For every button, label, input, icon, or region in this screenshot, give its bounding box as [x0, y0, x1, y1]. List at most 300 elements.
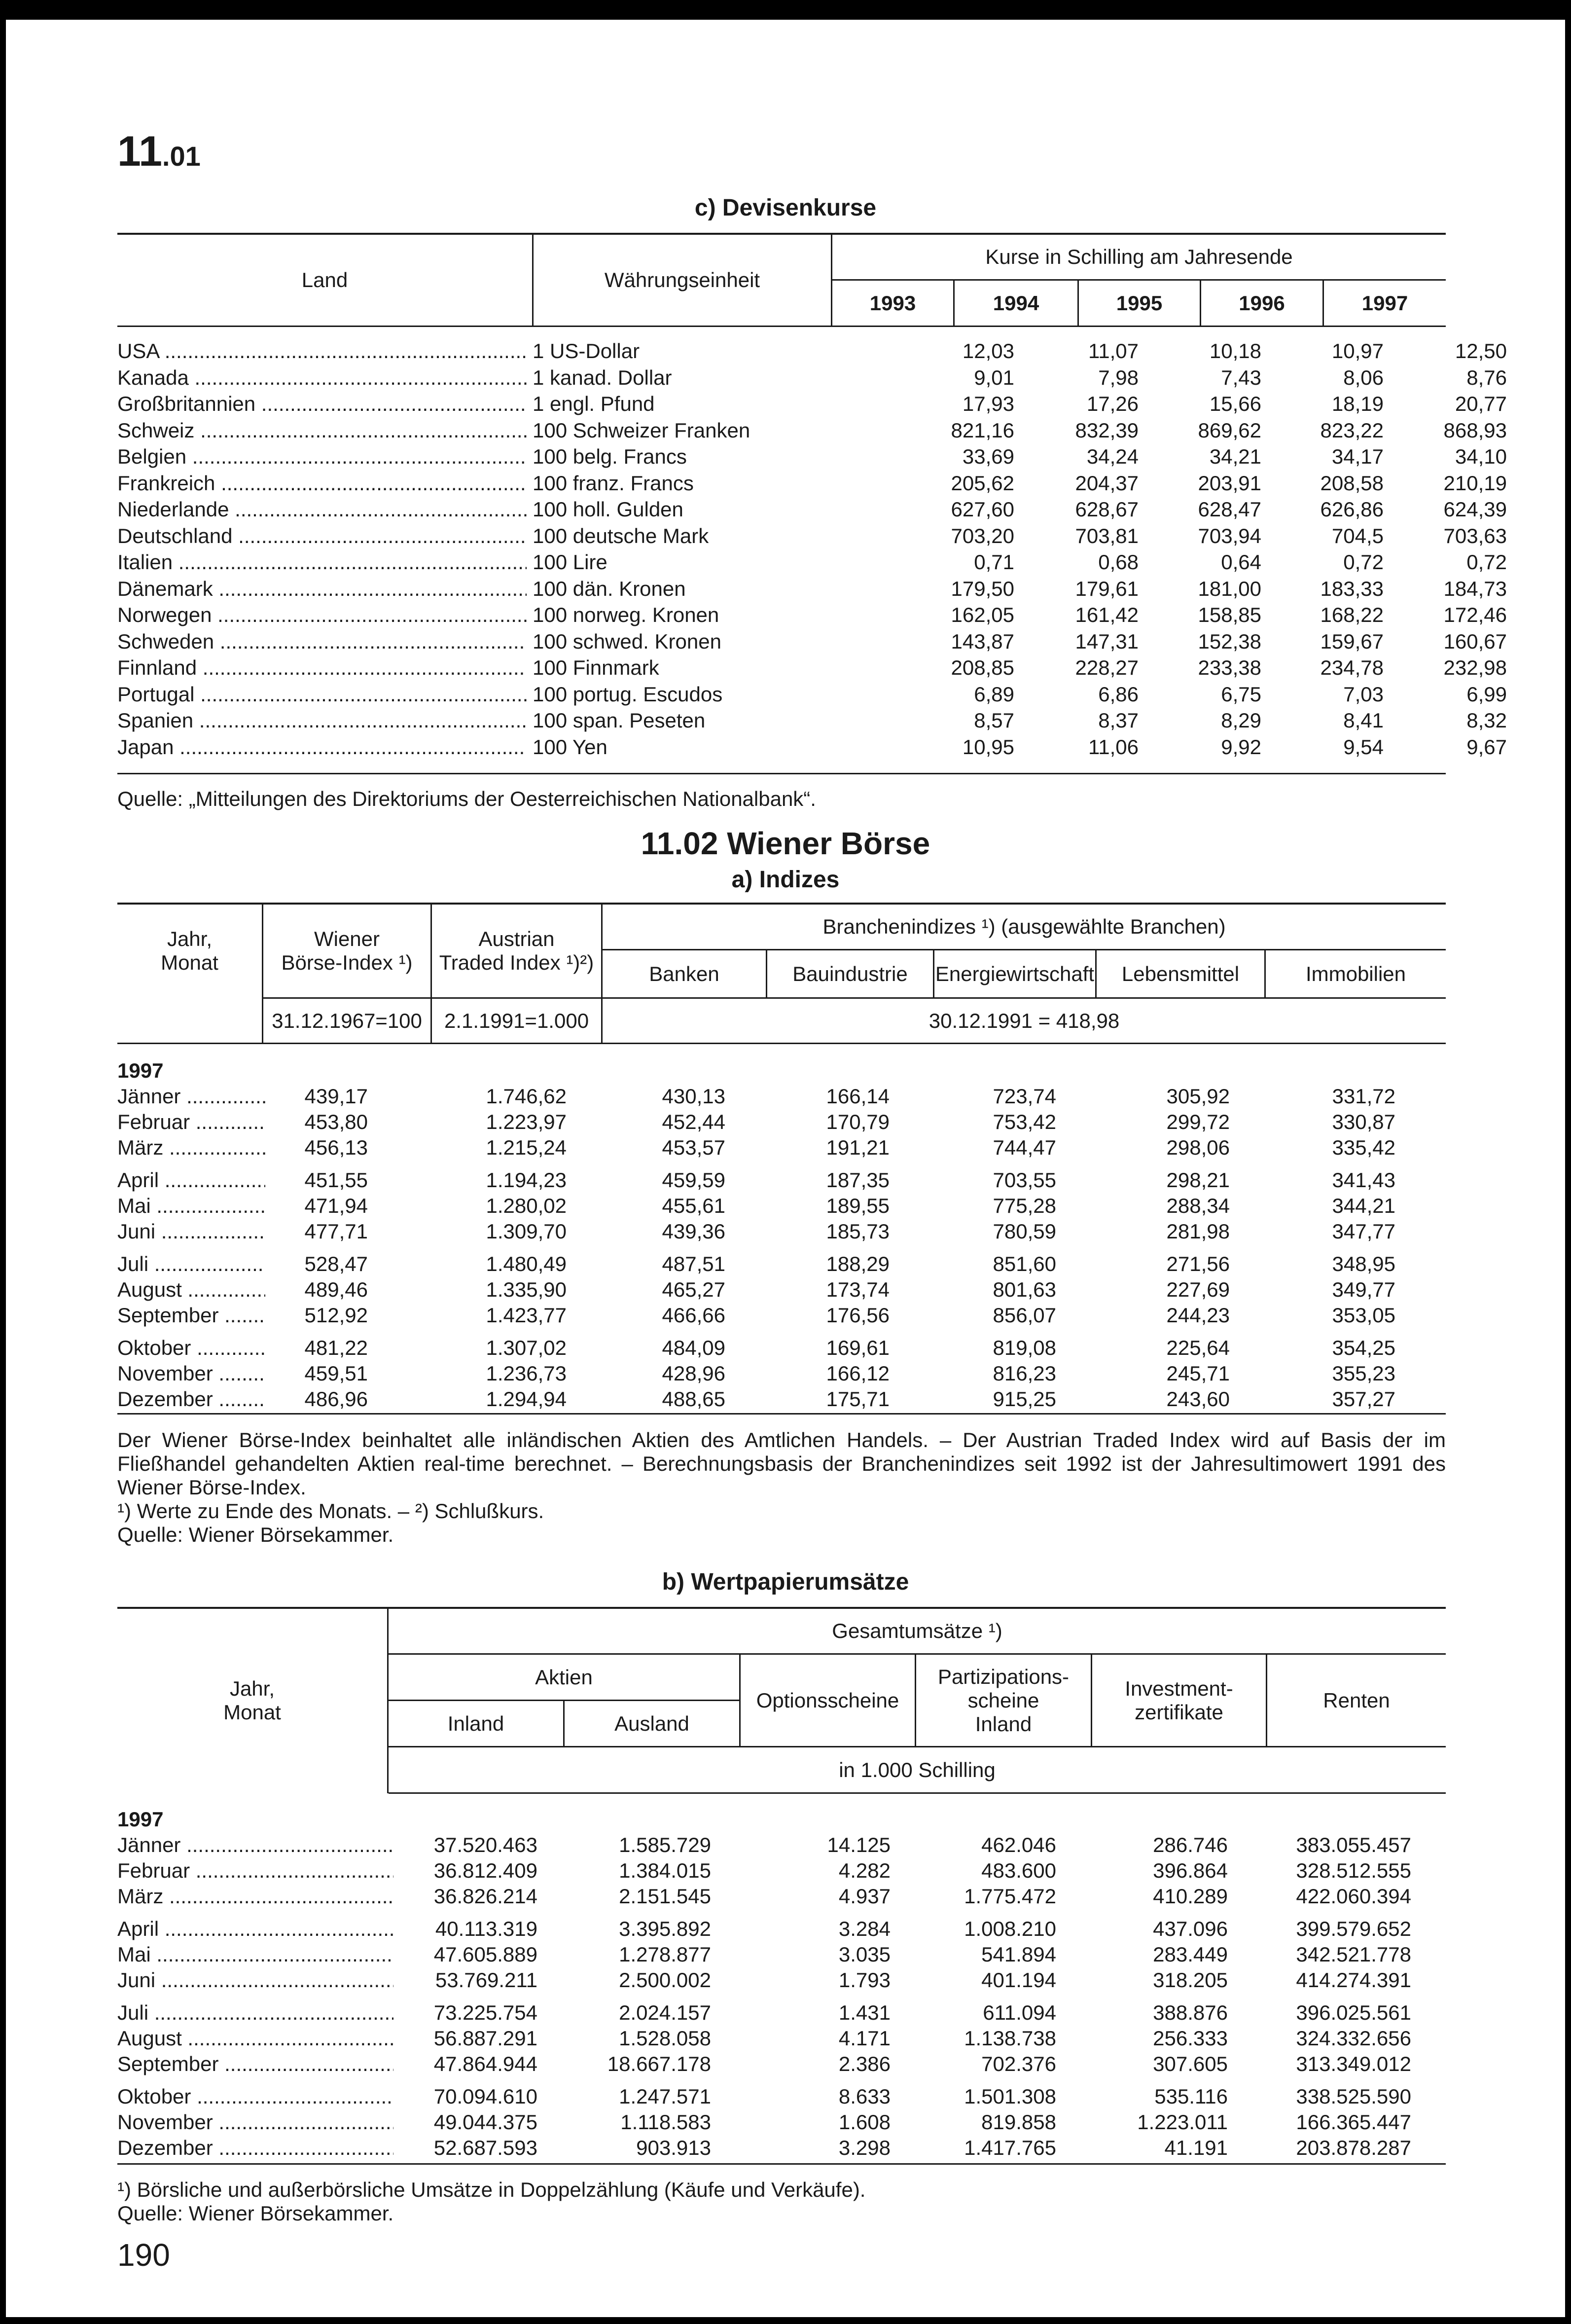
turnover-value: 37.520.463: [433, 1833, 537, 1856]
country-label: Portugal .....: [117, 681, 527, 708]
index-value: 471,94: [304, 1194, 368, 1217]
turnover-value: 256.333: [1153, 2027, 1228, 2050]
col-immobilien: Immobilien: [1305, 962, 1406, 985]
col-land: Land: [301, 268, 348, 291]
turnover-value: 203.878.287: [1296, 2136, 1411, 2159]
rate-value: 232,98: [1443, 656, 1507, 679]
index-value: 453,57: [662, 1136, 725, 1159]
rate-value: 233,38: [1198, 656, 1261, 679]
index-value: 341,43: [1332, 1168, 1395, 1192]
table-row: [117, 549, 1507, 576]
index-value: 512,92: [304, 1304, 368, 1327]
index-value: 856,07: [993, 1304, 1056, 1327]
country-label: USA .....: [117, 338, 527, 364]
month-label: Februar .....: [117, 1109, 265, 1135]
currency-unit: 100 span. Peseten: [533, 709, 706, 732]
index-value: 170,79: [826, 1110, 890, 1133]
rate-value: 168,22: [1320, 603, 1384, 626]
country-label: Schweden .....: [117, 628, 527, 655]
index-value: 166,14: [826, 1085, 890, 1108]
month-label: Mai .....: [117, 1193, 265, 1219]
index-value: 753,42: [993, 1110, 1056, 1133]
turnover-value: 3.298: [838, 2136, 891, 2159]
turnover-value: 73.225.754: [433, 2001, 537, 2024]
table-row: [117, 1083, 1446, 1110]
index-value: 1.194,23: [486, 1168, 567, 1192]
rate-value: 152,38: [1198, 629, 1261, 653]
turnover-value: 318.205: [1153, 1968, 1228, 1992]
rate-value: 8,32: [1466, 709, 1507, 732]
rate-value: 160,67: [1443, 629, 1507, 653]
table-row: [117, 1276, 1446, 1303]
rate-value: 9,01: [974, 365, 1014, 389]
turnover-value: 1.417.765: [964, 2136, 1056, 2159]
turnover-value: 2.386: [838, 2052, 891, 2075]
col-ausland: Ausland: [614, 1711, 689, 1735]
rate-value: 832,39: [1075, 418, 1139, 442]
col-gesamtumsaetze: Gesamtumsätze ¹): [832, 1619, 1002, 1642]
index-value: 175,71: [826, 1387, 890, 1411]
umsaetze-footnote: ¹) Börsliche und außerbörsliche Umsätze in Doppelzählung (Käufe und Verkäufe).: [117, 2178, 866, 2201]
table-row: [117, 707, 1507, 734]
col-year: 1996: [1239, 291, 1285, 315]
table-row: [117, 654, 1507, 681]
table-row: [117, 1857, 1446, 1884]
index-value: 430,13: [662, 1085, 725, 1108]
col-waehrung: Währungseinheit: [604, 268, 760, 291]
month-label: November .....: [117, 2109, 393, 2136]
currency-unit: 100 portug. Escudos: [533, 682, 723, 706]
col-jahr-monat: Jahr, Monat: [223, 1677, 281, 1724]
turnover-value: 541.894: [981, 1943, 1056, 1966]
currency-unit: 100 franz. Francs: [533, 471, 694, 495]
currency-unit: 100 deutsche Mark: [533, 524, 709, 547]
rate-value: 234,78: [1320, 656, 1384, 679]
rate-value: 143,87: [951, 629, 1014, 653]
rate-value: 8,37: [1098, 709, 1139, 732]
index-value: 451,55: [304, 1168, 368, 1192]
table-row: [117, 1967, 1446, 1994]
index-value: 819,08: [993, 1336, 1056, 1359]
basis-wbi: 31.12.1967=100: [272, 1009, 422, 1032]
country-label: Italien .....: [117, 549, 527, 576]
turnover-value: 307.605: [1153, 2052, 1228, 2075]
rate-value: 0,68: [1098, 550, 1139, 574]
table-row: [117, 443, 1507, 470]
index-value: 176,56: [826, 1304, 890, 1327]
country-label: Japan .....: [117, 734, 527, 761]
index-value: 489,46: [304, 1278, 368, 1301]
turnover-value: 14.125: [827, 1833, 891, 1856]
month-label: Mai .....: [117, 1941, 393, 1968]
currency-unit: 100 belg. Francs: [533, 445, 687, 468]
turnover-value: 414.274.391: [1296, 1968, 1411, 1992]
month-label: Jänner .....: [117, 1083, 265, 1110]
turnover-value: 611.094: [983, 2001, 1056, 2024]
index-value: 331,72: [1332, 1085, 1395, 1108]
month-label: Juli .....: [117, 1251, 265, 1277]
col-partizipationsscheine: Partizipations- scheine Inland: [937, 1665, 1070, 1736]
rate-value: 159,67: [1320, 629, 1384, 653]
rate-value: 703,81: [1075, 524, 1139, 547]
index-value: 335,42: [1332, 1136, 1395, 1159]
index-value: 455,61: [662, 1194, 725, 1217]
currency-unit: 100 schwed. Kronen: [533, 629, 721, 653]
col-renten: Renten: [1323, 1688, 1390, 1712]
index-value: 466,66: [662, 1304, 725, 1327]
index-value: 801,63: [993, 1278, 1056, 1301]
rate-value: 704,5: [1331, 524, 1384, 547]
index-value: 187,35: [826, 1168, 890, 1192]
index-value: 453,80: [304, 1110, 368, 1133]
index-value: 288,34: [1166, 1194, 1230, 1217]
turnover-value: 401.194: [981, 1968, 1056, 1992]
rate-value: 161,42: [1075, 603, 1139, 626]
umsaetze-title: b) Wertpapierumsätze: [662, 1569, 909, 1595]
index-value: 775,28: [993, 1194, 1056, 1217]
turnover-value: 286.746: [1153, 1833, 1228, 1856]
index-value: 1.215,24: [486, 1136, 567, 1159]
turnover-value: 166.365.447: [1296, 2110, 1411, 2134]
year-label: 1997: [117, 1808, 164, 1831]
devisen-source: Quelle: „Mitteilungen des Direktoriums der Oesterreichischen Nationalbank“.: [117, 787, 816, 810]
rate-value: 0,72: [1343, 550, 1384, 574]
index-value: 1.746,62: [486, 1085, 567, 1108]
index-value: 188,29: [826, 1252, 890, 1275]
index-value: 357,27: [1332, 1387, 1395, 1411]
turnover-value: 483.600: [981, 1859, 1056, 1882]
turnover-value: 1.278.877: [619, 1943, 711, 1966]
rate-value: 34,21: [1209, 445, 1261, 468]
turnover-value: 283.449: [1153, 1943, 1228, 1966]
index-value: 298,06: [1166, 1136, 1230, 1159]
umsaetze-source: Quelle: Wiener Börsekammer.: [117, 2202, 394, 2225]
index-value: 459,59: [662, 1168, 725, 1192]
rate-value: 6,99: [1466, 682, 1507, 706]
index-value: 189,55: [826, 1194, 890, 1217]
rate-value: 8,57: [974, 709, 1014, 732]
index-value: 915,25: [993, 1387, 1056, 1411]
rate-value: 17,93: [962, 392, 1014, 415]
index-value: 1.335,90: [486, 1278, 567, 1301]
turnover-value: 410.289: [1153, 1885, 1228, 1908]
country-label: Schweiz .....: [117, 417, 527, 444]
rate-value: 205,62: [951, 471, 1014, 495]
table-row: [117, 1832, 1446, 1858]
table-row: [117, 1360, 1446, 1387]
currency-unit: 1 US-Dollar: [533, 339, 640, 363]
index-value: 281,98: [1166, 1220, 1230, 1243]
rate-value: 179,61: [1075, 577, 1139, 600]
rate-value: 628,47: [1198, 498, 1261, 521]
index-value: 244,23: [1166, 1304, 1230, 1327]
turnover-value: 1.608: [838, 2110, 891, 2134]
table-row: [117, 417, 1507, 444]
turnover-value: 47.605.889: [433, 1943, 537, 1966]
index-value: 169,61: [826, 1336, 890, 1359]
country-label: Deutschland .....: [117, 523, 527, 549]
turnover-value: 388.876: [1153, 2001, 1228, 2024]
turnover-value: 53.769.211: [435, 1968, 537, 1992]
index-value: 488,65: [662, 1387, 725, 1411]
chapter-number: 11.01: [117, 128, 201, 175]
document-page: [6, 20, 1565, 2317]
rate-value: 210,19: [1443, 471, 1507, 495]
rate-value: 20,77: [1455, 392, 1507, 415]
rate-value: 147,31: [1075, 629, 1139, 653]
currency-unit: 100 Schweizer Franken: [533, 418, 750, 442]
table-row: [117, 523, 1507, 549]
turnover-value: 535.116: [1154, 2085, 1228, 2108]
index-value: 1.480,49: [486, 1252, 567, 1275]
turnover-value: 49.044.375: [433, 2110, 537, 2134]
month-label: Februar .....: [117, 1857, 393, 1884]
turnover-value: 4.937: [838, 1885, 891, 1908]
rate-value: 6,86: [1098, 682, 1139, 706]
turnover-value: 1.008.210: [964, 1917, 1056, 1940]
currency-unit: 100 norweg. Kronen: [533, 603, 719, 626]
currency-unit: 100 dän. Kronen: [533, 577, 686, 600]
turnover-value: 396.025.561: [1296, 2001, 1411, 2024]
turnover-value: 1.501.308: [964, 2085, 1056, 2108]
rate-value: 869,62: [1198, 418, 1261, 442]
turnover-value: 396.864: [1153, 1859, 1228, 1882]
index-value: 723,74: [993, 1085, 1056, 1108]
index-value: 243,60: [1166, 1387, 1230, 1411]
rate-value: 33,69: [962, 445, 1014, 468]
country-label: Großbritannien .....: [117, 391, 527, 417]
turnover-value: 36.812.409: [433, 1859, 537, 1882]
turnover-value: 1.138.738: [964, 2027, 1056, 2050]
col-bauindustrie: Bauindustrie: [792, 962, 908, 985]
rate-value: 208,85: [951, 656, 1014, 679]
index-value: 1.423,77: [486, 1304, 567, 1327]
col-year: 1993: [869, 291, 916, 315]
table-row: [117, 1134, 1446, 1161]
table-row: [117, 1335, 1446, 1361]
rate-value: 8,41: [1343, 709, 1384, 732]
boerse-title: 11.02 Wiener Börse: [641, 826, 930, 861]
turnover-value: 1.585.729: [619, 1833, 711, 1856]
col-wiener-boerse-index: Wiener Börse-Index ¹): [281, 927, 413, 974]
table-row: [117, 1941, 1446, 1968]
index-value: 299,72: [1166, 1110, 1230, 1133]
country-label: Kanada .....: [117, 364, 527, 391]
turnover-value: 324.332.656: [1296, 2027, 1411, 2050]
turnover-value: 36.826.214: [433, 1885, 537, 1908]
table-row: [117, 1251, 1446, 1277]
col-inland: Inland: [447, 1711, 504, 1735]
turnover-value: 313.349.012: [1296, 2052, 1411, 2075]
table-row: [117, 2109, 1446, 2136]
rate-value: 11,07: [1088, 339, 1139, 363]
rate-value: 9,92: [1221, 735, 1261, 759]
month-label: Dezember .....: [117, 2135, 393, 2161]
rate-value: 868,93: [1443, 418, 1507, 442]
turnover-value: 903.913: [636, 2136, 711, 2159]
turnover-value: 462.046: [981, 1833, 1056, 1856]
rate-value: 15,66: [1209, 392, 1261, 415]
rate-value: 181,00: [1198, 577, 1261, 600]
year-label: 1997: [117, 1059, 164, 1082]
turnover-value: 422.060.394: [1296, 1885, 1411, 1908]
rate-value: 208,58: [1320, 471, 1384, 495]
col-aktien: Aktien: [535, 1665, 593, 1689]
turnover-value: 328.512.555: [1296, 1859, 1411, 1882]
month-label: Oktober .....: [117, 1335, 265, 1361]
month-label: Juni .....: [117, 1218, 265, 1245]
country-label: Finnland .....: [117, 654, 527, 681]
rate-value: 821,16: [951, 418, 1014, 442]
currency-unit: 1 engl. Pfund: [533, 392, 655, 415]
table-row: [117, 2083, 1446, 2110]
index-value: 465,27: [662, 1278, 725, 1301]
index-value: 166,12: [826, 1362, 890, 1385]
table-row: [117, 1386, 1446, 1413]
table-row: [117, 1109, 1446, 1135]
index-value: 1.236,73: [486, 1362, 567, 1385]
turnover-value: 52.687.593: [433, 2136, 537, 2159]
index-value: 245,71: [1166, 1362, 1230, 1385]
turnover-value: 4.171: [838, 2027, 891, 2050]
rate-value: 228,27: [1075, 656, 1139, 679]
turnover-value: 1.118.583: [620, 2110, 711, 2134]
month-label: April .....: [117, 1167, 265, 1194]
rate-value: 823,22: [1320, 418, 1384, 442]
rate-value: 10,18: [1209, 339, 1261, 363]
col-energiewirtschaft: Energiewirtschaft: [935, 962, 1095, 985]
table-row: [117, 338, 1507, 364]
currency-unit: 100 holl. Gulden: [533, 498, 683, 521]
rate-value: 10,97: [1331, 339, 1384, 363]
rate-value: 11,06: [1088, 735, 1139, 759]
index-value: 439,36: [662, 1220, 725, 1243]
turnover-value: 338.525.590: [1296, 2085, 1411, 2108]
col-investmentzertifikate: Investment- zertifikate: [1125, 1676, 1233, 1724]
rate-value: 7,98: [1098, 365, 1139, 389]
rate-value: 17,26: [1086, 392, 1139, 415]
table-row: [117, 628, 1507, 655]
turnover-value: 2.151.545: [619, 1885, 711, 1908]
turnover-value: 383.055.457: [1296, 1833, 1411, 1856]
index-value: 816,23: [993, 1362, 1056, 1385]
rate-value: 7,43: [1221, 365, 1261, 389]
turnover-value: 3.284: [838, 1917, 891, 1940]
turnover-value: 399.579.652: [1296, 1917, 1411, 1940]
index-value: 1.307,02: [486, 1336, 567, 1359]
rate-value: 34,24: [1086, 445, 1139, 468]
rate-value: 9,67: [1466, 735, 1507, 759]
currency-unit: 100 Finnmark: [533, 656, 659, 679]
table-row: [117, 1999, 1446, 2026]
rate-value: 7,03: [1343, 682, 1384, 706]
rate-value: 8,76: [1466, 365, 1507, 389]
month-label: August .....: [117, 1276, 265, 1303]
index-value: 349,77: [1332, 1278, 1395, 1301]
index-value: 477,71: [304, 1220, 368, 1243]
currency-unit: 100 Yen: [533, 735, 607, 759]
col-branchenindizes: Branchenindizes ¹) (ausgewählte Branchen): [822, 915, 1226, 938]
country-label: Niederlande .....: [117, 496, 527, 523]
rate-value: 626,86: [1320, 498, 1384, 521]
month-label: April .....: [117, 1916, 393, 1942]
boerse-footnote: ¹) Werte zu Ende des Monats. – ²) Schlußkurs.: [117, 1499, 544, 1523]
index-value: 487,51: [662, 1252, 725, 1275]
month-label: Dezember .....: [117, 1386, 265, 1413]
index-value: 354,25: [1332, 1336, 1395, 1359]
boerse-source: Quelle: Wiener Börsekammer.: [117, 1523, 394, 1546]
index-value: 456,13: [304, 1136, 368, 1159]
index-value: 486,96: [304, 1387, 368, 1411]
table-row: [117, 364, 1507, 391]
rate-value: 12,03: [962, 339, 1014, 363]
turnover-value: 18.667.178: [607, 2052, 711, 2075]
index-value: 428,96: [662, 1362, 725, 1385]
rate-value: 6,89: [974, 682, 1014, 706]
rate-value: 0,71: [974, 550, 1014, 574]
month-label: September .....: [117, 2051, 393, 2077]
rate-value: 624,39: [1443, 498, 1507, 521]
currency-unit: 1 kanad. Dollar: [533, 365, 672, 389]
index-value: 744,47: [993, 1136, 1056, 1159]
index-value: 305,92: [1166, 1085, 1230, 1108]
turnover-value: 70.094.610: [433, 2085, 537, 2108]
index-value: 355,23: [1332, 1362, 1395, 1385]
turnover-value: 3.395.892: [619, 1917, 711, 1940]
currency-unit: 100 Lire: [533, 550, 607, 574]
turnover-value: 1.775.472: [964, 1885, 1056, 1908]
rate-value: 172,46: [1443, 603, 1507, 626]
index-value: 452,44: [662, 1110, 725, 1133]
turnover-value: 47.864.944: [433, 2052, 537, 2075]
col-kurse: Kurse in Schilling am Jahresende: [985, 245, 1293, 268]
index-value: 1.294,94: [486, 1387, 567, 1411]
basis-atx: 2.1.1991=1.000: [444, 1009, 589, 1032]
table-row: [117, 734, 1507, 761]
rate-value: 703,20: [951, 524, 1014, 547]
rate-value: 6,75: [1221, 682, 1261, 706]
index-value: 271,56: [1166, 1252, 1230, 1275]
rate-value: 203,91: [1198, 471, 1261, 495]
rate-value: 8,06: [1343, 365, 1384, 389]
rate-value: 183,33: [1320, 577, 1384, 600]
table-row: [117, 2135, 1446, 2161]
index-value: 330,87: [1332, 1110, 1395, 1133]
table-row: [117, 2051, 1446, 2077]
month-label: Juni .....: [117, 1967, 393, 1994]
turnover-value: 819.858: [981, 2110, 1056, 2134]
page-number: 190: [117, 2237, 170, 2273]
turnover-value: 1.528.058: [619, 2027, 711, 2050]
country-label: Norwegen .....: [117, 602, 527, 628]
rate-value: 12,50: [1455, 339, 1507, 363]
table-row: [117, 1916, 1446, 1942]
rate-value: 34,10: [1455, 445, 1507, 468]
month-label: August .....: [117, 2025, 393, 2052]
rate-value: 10,95: [962, 735, 1014, 759]
table-row: [117, 1883, 1446, 1910]
index-value: 298,21: [1166, 1168, 1230, 1192]
rate-value: 162,05: [951, 603, 1014, 626]
rate-value: 34,17: [1331, 445, 1384, 468]
turnover-value: 702.376: [981, 2052, 1056, 2075]
turnover-value: 1.223.011: [1137, 2110, 1228, 2134]
table-row: [117, 576, 1507, 602]
rate-value: 158,85: [1198, 603, 1261, 626]
country-label: Frankreich .....: [117, 470, 527, 497]
rate-value: 0,72: [1466, 550, 1507, 574]
rate-value: 628,67: [1075, 498, 1139, 521]
